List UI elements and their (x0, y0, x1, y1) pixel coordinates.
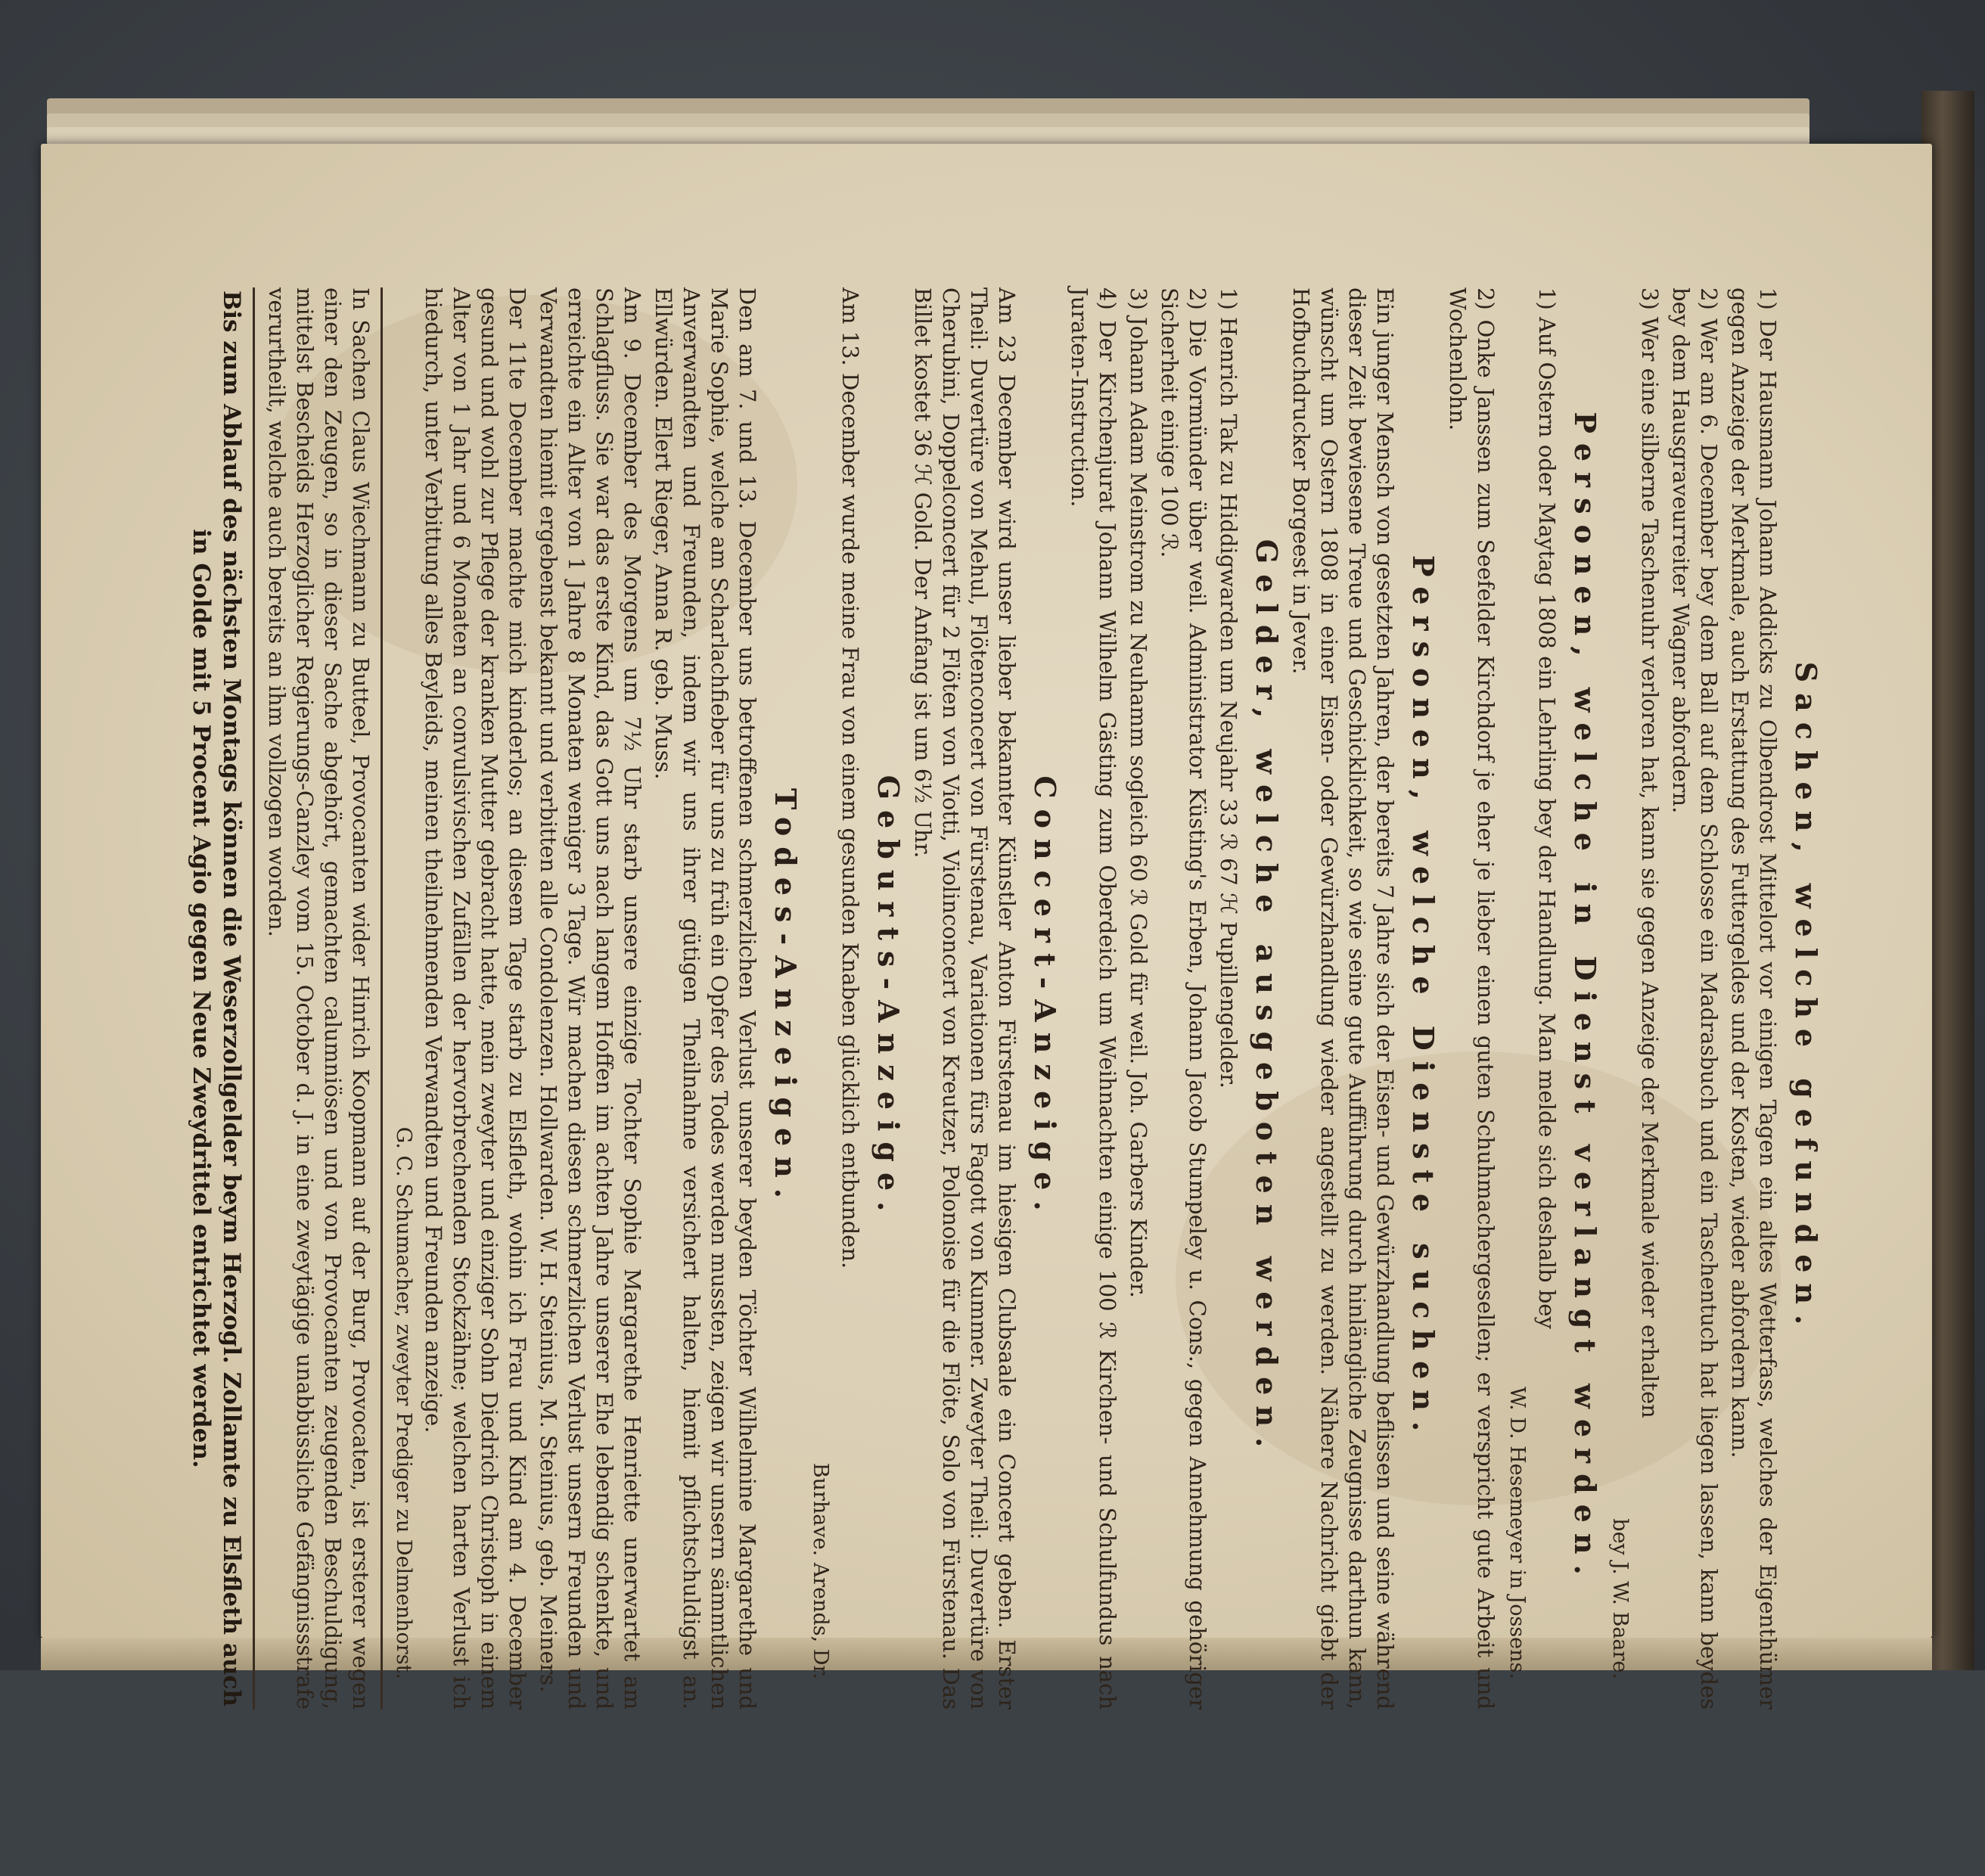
notice-paragraph: 1) Auf Ostern oder Maytag 1808 ein Lehrling bey der Handlung. Man melde sich deshalb bey (1534, 287, 1560, 1329)
section-heading-dienst-verlangt: Personen, welche in Dienst verlangt werden. (1568, 412, 1602, 1586)
notice-paragraph: 2) Onke Janssen zum Seefelder Kirchdorf je eher je lieber einen guten Schuhmachergesellen; er verspricht gute Arbeit und Wochenlohn. (1445, 287, 1499, 1710)
divider (253, 287, 255, 1710)
section-heading-concert: Concert-Anzeige. (1028, 775, 1062, 1222)
notice-paragraph: Am 9. December des Morgens um 7½ Uhr starb unsere einzige Tochter Sophie Margarethe Henriette unerwartet am Schlagfluss. Sie war das erste Kind, das Gott uns nach langem Hoffen im achten Jahre unserer Ehe lebendig schenkte, und erreichte ein Alter von 1 Jahre 8 Monaten weniger 3 Tage. Wir machen diesen schmerzlichen Verlust unsern Freunden und Verwandten hiemit ergebenst bekannt und verbitten alle Condolenzen. Hollwarden. W. H. Steinius, M. Steinius, geb. Meiners. (536, 287, 645, 1710)
section-heading-sachen: Sachen, welche gefunden. (1789, 661, 1823, 1336)
divider (381, 287, 383, 1710)
footer-notice: Bis zum Ablauf des nächsten Montags können die Weserzollgelder beym Herzogl. Zollamte zu Elsfleth auch in Golde mit 5 Procent Agio gegen Neue Zweydrittel entrichtet werden. (188, 290, 245, 1707)
page-edge (47, 127, 1809, 145)
signature: G. C. Schumacher, zweyter Prediger zu Delmenhorst. (392, 1126, 415, 1679)
signature: bey J. W. Baare. (1608, 1518, 1632, 1679)
notice-paragraph: 1) Der Hausmann Johann Addicks zu Olbendrost Mittelort vor einigen Tagen ein altes Wetterfass, welches der Eigenthümer gegen Anzeige der Merkmale, auch Erstattung des Futtergeldes und der Kosten, wieder abfordern kann. (1727, 287, 1781, 1710)
notice-paragraph: Den am 7. und 13. December uns betroffenen schmerzlichen Verlust unserer beyden Töchter Wilhelmine Margarethe und Marie Sophie, welche am Scharlachfieber für uns zu früh ein Opfer des Todes werden mussten, zeigen wir unsern sämmtlichen Anverwandten und Freunden, indem wir uns ihrer gütigen Theilnahme versichert halten, hiemit pflichtschuldigst an. Ellwürden. Elert Rieger, Anna R. geb. Muss. (651, 287, 760, 1710)
notice-paragraph: Am 13. December wurde meine Frau von einem gesunden Knaben glücklich entbunden. (837, 287, 863, 1269)
notice-paragraph: 4) Der Kirchenjurat Johann Wilhelm Gästing zum Oberdeich um Weihnachten einige 100 ℛ Kirchen- und Schulfundus nach Juraten-Instruction. (1067, 287, 1120, 1710)
notice-paragraph: In Sachen Claus Wiechmann zu Butteel, Provocanten wider Hinrich Koopmann auf der Burg, Provocaten, ist ersterer wegen einer den Zeugen, so in dieser Sache abgehört, gemachten calumniösen und von Provocanten zeugenden Beschuldigung, mittelst Bescheids Herzoglicher Regierungs-Canzley vom 15. October d. J. in eine zweytägige unabbüssliche Gefängnissstrafe verurtheilt, welche auch bereits an ihm vollzogen worden. (264, 287, 374, 1710)
section-heading-todes: Todes-Anzeigen. (769, 787, 803, 1210)
section-heading-dienste-suchen: Personen, welche Dienste suchen. (1406, 554, 1440, 1443)
text-column (186, 287, 1823, 1710)
signature: W. D. Hesemeyer in Jossens. (1505, 1387, 1529, 1679)
notice-paragraph: 3) Johann Adam Meinstrom zu Neuhamm sogleich 60 ℛ Gold für weil. Joh. Garbers Kinder. (1126, 287, 1151, 1298)
signature: Burhave. Arends, Dr. (809, 1462, 832, 1679)
section-heading-gelder: Gelder, welche ausgeboten werden. (1250, 539, 1284, 1458)
notice-paragraph: Ein junger Mensch von gesetzten Jahren, der bereits 7 Jahre sich der Eisen- und Gewürzhandlung beflissen und seine während dieser Zeit bewiesene Treue und Geschicklichkeit, so wie seine gute Aufführung durch hinlängliche Zeugnisse darthun kann, wünscht um Ostern 1808 in einer Eisen- oder Gewürzhandlung wieder angestellt zu werden. Nähere Nachricht giebt der Hofbuchdrucker Borgeest in Jever. (1288, 287, 1398, 1710)
notice-paragraph: 3) Wer eine silberne Taschenuhr verloren hat, kann sie gegen Anzeige der Merkmale wieder erhalten (1637, 287, 1663, 1418)
notice-paragraph: 2) Die Vormünder über weil. Administrator Küsting's Erben, Johann Jacob Stumpeley u. Cons., gegen Annehmung gehöriger Sicherheit einige 100 ℛ. (1157, 287, 1210, 1710)
notice-paragraph: 1) Henrich Tak zu Hiddigwarden um Neujahr 33 ℛ 67 ℋ Pupillengelder. (1216, 287, 1241, 1089)
notice-paragraph: 2) Wer am 6. December bey dem Ball auf dem Schlosse ein Madrasbuch und ein Taschentuch hat liegen lassen, kann beydes bey dem Hausgraveurreiter Wagner abfordern. (1668, 287, 1722, 1710)
rotated-text-block (188, 287, 1823, 1876)
notice-paragraph: Der 11te December machte mich kinderlos; an diesem Tage starb zu Elsfleth, wohin ich Frau und Kind am 4. December gesund und wohl zur Pflege der kranken Mutter gebracht hatte, mein zweyter und einziger Sohn Diedrich Christoph in einem Alter von 1 Jahr und 6 Monaten an convulsivischen Zufällen der hervorbrechenden Stockzähne; welchen harten Verlust ich hiedurch, unter Verbittung alles Beyleids, meinen theilnehmenden Verwandten und Freunden anzeige. (421, 287, 530, 1710)
section-heading-geburt: Geburts-Anzeige. (871, 775, 906, 1222)
notice-paragraph: Am 23 December wird unser lieber bekannter Künstler Anton Fürstenau im hiesigen Clubsaale ein Concert geben. Erster Theil: Duvertüre von Mehul, Flötenconcert von Fürstenau, Variationen fürs Fagott von Kummer. Zweyter Theil: Duvertüre von Cherubini, Doppelconcert für 2 Flöten von Viotti, Violinconcert von Kreutzer, Polonoise für die Flöte, Solo von Fürstenau. Das Billet kostet 36 ℋ Gold. Der Anfang ist um 6½ Uhr. (910, 287, 1020, 1710)
